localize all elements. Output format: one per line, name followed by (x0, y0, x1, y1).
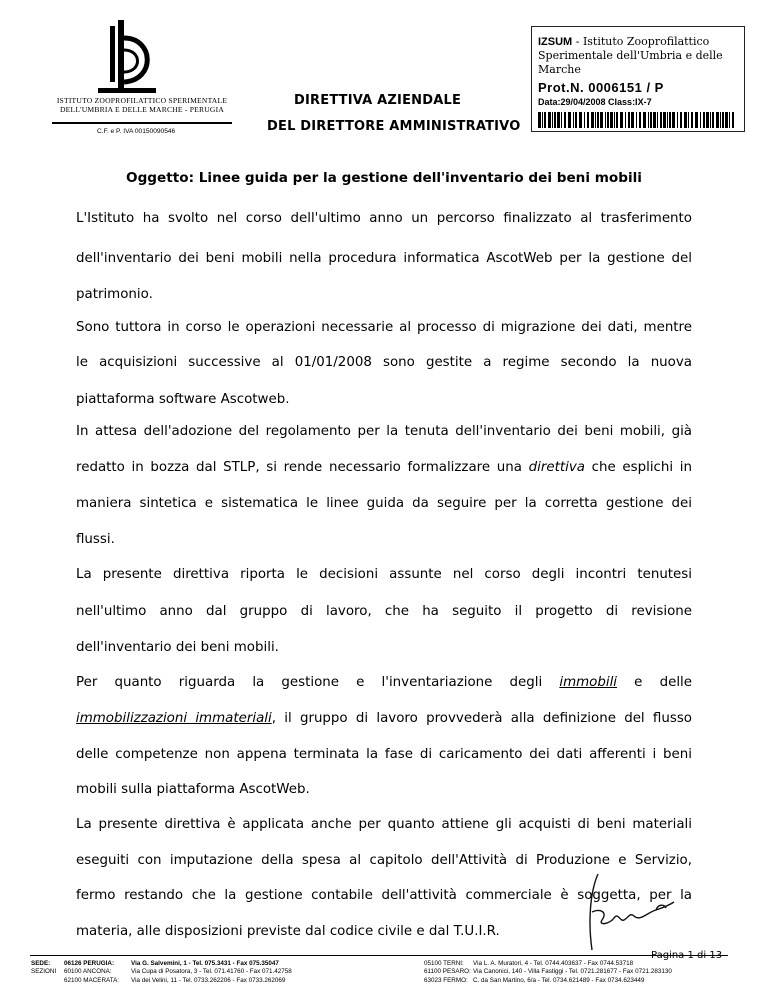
tax-code: C.F. e P. IVA 00150090546 (97, 128, 176, 135)
barcode-bar (716, 112, 719, 128)
body-line: delle competenze non appena terminata la fase di caricamento dei dati afferenti i beni (76, 747, 692, 762)
barcode-bar (691, 112, 693, 128)
barcode-bar (688, 112, 689, 128)
barcode-bar (600, 112, 603, 128)
footer-right-cities (424, 960, 471, 985)
body-line: mobili sulla piattaforma AscotWeb. (76, 782, 310, 797)
footer-right-addresses (473, 960, 672, 985)
body-line: eseguiti con imputazione della spesa al capitolo dell'Attività di Produzione e Servizio, (76, 853, 692, 868)
body-text: dell'inventario dei beni mobili nella procedura informatica (76, 251, 487, 266)
barcode-bar (684, 112, 687, 128)
barcode-bar (732, 112, 734, 128)
barcode-bar (703, 112, 705, 128)
body-line: maniera sintetica e sistematica le linee guida da seguire per la corretta gestione dei (76, 496, 692, 511)
body-text: Per quanto riguarda la gestione e l'inventariazione degli (76, 675, 560, 690)
institute-name (28, 96, 256, 114)
body-text: redatto in bozza dal STLP, si rende necessario formalizzare una (76, 460, 529, 475)
footer-left-addresses (131, 960, 292, 985)
software-name: AscotWeb (486, 251, 553, 266)
barcode-bar (610, 112, 613, 128)
footer-left-cities (64, 960, 119, 985)
footer-city: 06126 PERUGIA: (64, 960, 115, 967)
footer-address: Via Canonici, 140 - Villa Fastiggi - Tel. 0721.281677 - Fax 0721.283130 (473, 968, 672, 976)
barcode-bar (544, 112, 546, 128)
stamp-protocol-number: Prot.N. 0006151 / P (538, 80, 664, 95)
body-line (76, 711, 692, 726)
barcode-bar (677, 112, 678, 128)
barcode-bar (605, 112, 606, 128)
body-line: flussi. (76, 532, 115, 547)
barcode-bar (568, 112, 571, 128)
barcode-bar (538, 112, 541, 128)
footer-city: 60100 ANCONA: (64, 968, 112, 976)
subject-line: Oggetto: Linee guida per la gestione dell'inventario dei beni mobili (126, 170, 642, 186)
page-indicator: Pagina 1 di 13 (651, 950, 723, 961)
barcode-bar (660, 112, 662, 128)
barcode-bar (648, 112, 649, 128)
barcode-bar (672, 112, 675, 128)
body-line: Sono tuttora in corso le operazioni necessarie al processo di migrazione dei dati, mentre (76, 320, 692, 335)
emphasis-text: direttiva (528, 460, 585, 475)
barcode-icon (538, 112, 734, 128)
stamp-date-class: Data:29/04/2008 Class:IX-7 (538, 97, 652, 107)
institute-name-line1: ISTITUTO ZOOPROFILATTICO SPERIMENTALE (56, 96, 228, 105)
footer-city: 62100 MACERATA: (64, 976, 120, 984)
footer-sede-label: SEDE: (31, 960, 51, 967)
barcode-bar (636, 112, 637, 128)
barcode-bar (653, 112, 656, 128)
body-text: , il gruppo di lavoro provvederà alla definizione del flusso (271, 711, 692, 726)
footer-address: Via G. Salvemini, 1 - Tel. 075.3431 - Fax 075.35047 (131, 960, 279, 967)
barcode-bar (643, 112, 646, 128)
barcode-bar (542, 112, 543, 128)
barcode-bar (557, 112, 560, 128)
barcode-bar (597, 112, 599, 128)
body-line: nell'ultimo anno dal gruppo di lavoro, che ha seguito il progetto di revisione (76, 604, 692, 619)
footer-address: C. da San Martino, 6/a - Tel. 0734.621489 - Fax 0734.623449 (473, 976, 645, 984)
barcode-bar (710, 112, 711, 128)
barcode-bar (695, 112, 698, 128)
barcode-bar (584, 112, 585, 128)
barcode-bar (591, 112, 594, 128)
barcode-bar (573, 112, 574, 128)
barcode-bar (579, 112, 582, 128)
footer-city: 05100 TERNI: (424, 960, 464, 967)
document-title: DIRETTIVA AZIENDALE (294, 93, 462, 108)
barcode-bar (667, 112, 668, 128)
barcode-bar (628, 112, 630, 128)
barcode-bar (725, 112, 728, 128)
footer-city: 61100 PESARO: (424, 968, 471, 976)
body-line: patrimonio. (76, 287, 153, 302)
footer-sezioni-label: SEZIONI (31, 968, 57, 975)
emphasis-text: immobilizzazioni immateriali (76, 711, 272, 726)
footer-divider (30, 955, 728, 956)
body-line: piattaforma software Ascotweb. (76, 392, 290, 407)
body-line: materia, alle disposizioni previste dal codice civile e dal T.U.I.R. (76, 924, 500, 939)
barcode-bar (587, 112, 589, 128)
barcode-bar (620, 112, 623, 128)
body-line: La presente direttiva è applicata anche per quanto attiene gli acquisti di beni materiali (76, 817, 692, 832)
body-line: fermo restando che la gestione contabile dell'attività commerciale è soggetta, per la (76, 888, 692, 903)
body-line: L'Istituto ha svolto nel corso dell'ultimo anno un percorso finalizzato al trasferimento (76, 211, 692, 226)
handwritten-signature (570, 872, 680, 952)
body-text: che esplichi in (584, 460, 692, 475)
barcode-bar (607, 112, 609, 128)
body-line (76, 675, 692, 690)
barcode-bar (595, 112, 596, 128)
body-line: In attesa dell'adozione del regolamento per la tenuta dell'inventario dei beni mobili, già (76, 424, 692, 439)
body-line (76, 460, 692, 475)
barcode-bar (552, 112, 553, 128)
footer-city: 63023 FERMO: (424, 976, 468, 984)
barcode-bar (663, 112, 666, 128)
barcode-bar (657, 112, 658, 128)
barcode-bar (729, 112, 730, 128)
barcode-bar (680, 112, 682, 128)
barcode-bar (669, 112, 671, 128)
barcode-bar (722, 112, 724, 128)
barcode-bar (639, 112, 641, 128)
body-line: dell'inventario dei beni mobili. (76, 640, 279, 655)
barcode-bar (720, 112, 721, 128)
barcode-bar (706, 112, 709, 128)
barcode-bar (575, 112, 577, 128)
barcode-bar (614, 112, 615, 128)
body-line: le acquisizioni successive al 01/01/2008 sono gestite a regime secondo la nuova (76, 355, 692, 370)
barcode-bar (650, 112, 652, 128)
stamp-org-rest: - Istituto Zooprofilattico Sperimentale dell'Umbria e delle Marche (538, 35, 723, 76)
barcode-bar (625, 112, 626, 128)
footer-address: Via Cupa di Posatora, 3 - Tel. 071.41760 - Fax 071.42758 (131, 968, 292, 976)
barcode-bar (616, 112, 618, 128)
body-line: La presente direttiva riporta le decisioni assunte nel corso degli incontri tenutesi (76, 567, 692, 582)
body-text: per la gestione del (552, 251, 692, 266)
stamp-org-short: IZSUM (538, 36, 573, 48)
body-text: e delle (617, 675, 692, 690)
emphasis-text: immobili (559, 675, 618, 690)
stamp-organization (538, 35, 738, 77)
barcode-bar (554, 112, 556, 128)
document-subtitle: DEL DIRETTORE AMMINISTRATIVO (267, 119, 521, 134)
barcode-bar (712, 112, 714, 128)
barcode-bar (631, 112, 634, 128)
footer-address: Via L. A. Muratori, 4 - Tel. 0744.403637 - Fax 0744.53718 (473, 960, 634, 967)
footer-address: Via dei Velini, 11 - Tel. 0733.262206 - Fax 0733.262069 (131, 976, 286, 984)
barcode-bar (564, 112, 566, 128)
institute-name-line2: DELL'UMBRIA E DELLE MARCHE - PERUGIA (59, 105, 225, 114)
header-divider (52, 122, 232, 124)
institute-logo (96, 20, 158, 102)
barcode-bar (548, 112, 551, 128)
barcode-bar (700, 112, 701, 128)
barcode-bar (561, 112, 562, 128)
body-line (76, 251, 692, 266)
protocol-stamp (531, 26, 745, 132)
